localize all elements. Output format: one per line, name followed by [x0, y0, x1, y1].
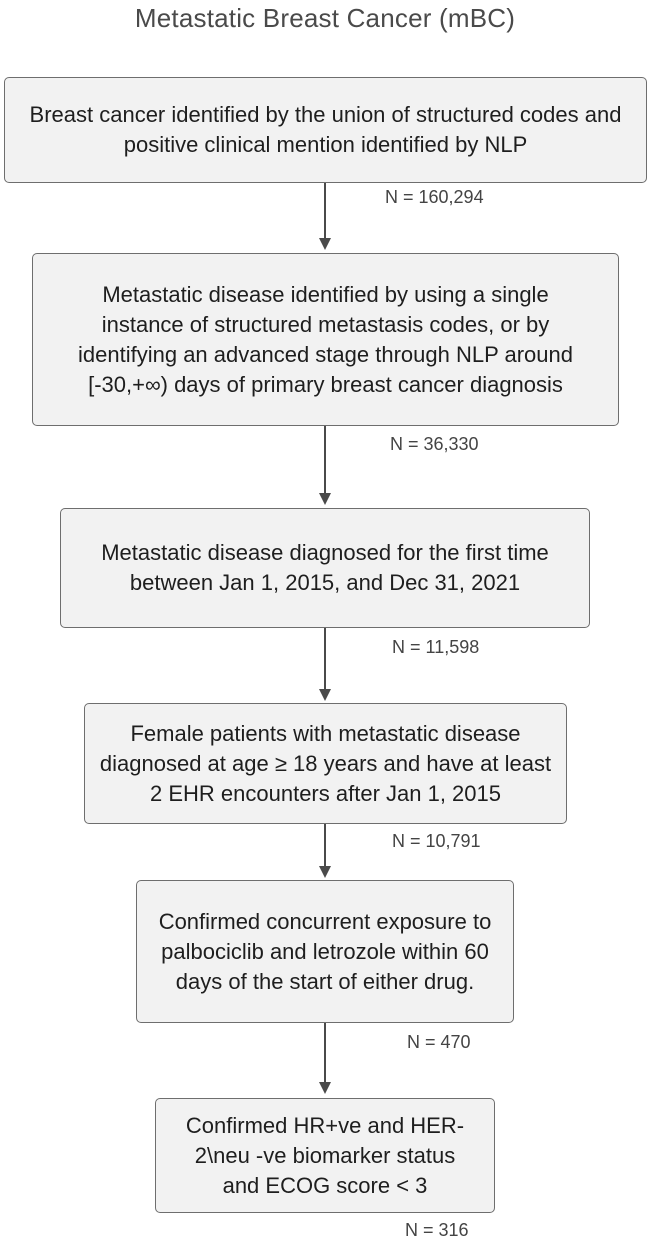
arrow-down-icon [319, 689, 331, 701]
arrow-down-icon [319, 493, 331, 505]
flow-step-4-box: Female patients with metastatic disease diagnosed at age ≥ 18 years and have at least 2 EHR encounters after Jan 1, 2015 [84, 703, 567, 824]
flow-step-6-count: N = 316 [405, 1220, 469, 1240]
flow-connector-3 [324, 628, 326, 690]
flow-connector-1 [324, 183, 326, 239]
flow-step-1-box: Breast cancer identified by the union of structured codes and positive clinical mention identified by NLP [4, 77, 647, 183]
flow-step-5-box: Confirmed concurrent exposure to palbociclib and letrozole within 60 days of the start of either drug. [136, 880, 514, 1023]
flow-step-1-count: N = 160,294 [385, 187, 484, 207]
flow-connector-2 [324, 426, 326, 494]
flow-connector-4 [324, 824, 326, 867]
flow-connector-5 [324, 1023, 326, 1083]
flow-step-3-count: N = 11,598 [392, 637, 480, 657]
flow-step-6-box: Confirmed HR+ve and HER-2\neu -ve biomarker status and ECOG score < 3 [155, 1098, 495, 1213]
arrow-down-icon [319, 866, 331, 878]
flow-step-2-count: N = 36,330 [390, 434, 479, 454]
flow-step-5-count: N = 470 [407, 1032, 471, 1052]
flow-step-2-box: Metastatic disease identified by using a single instance of structured metastasis codes, or by identifying an advanced stage through NLP around [-30,+∞) days of primary breast cancer diagnosis [32, 253, 619, 426]
arrow-down-icon [319, 238, 331, 250]
flow-step-4-count: N = 10,791 [392, 831, 481, 851]
arrow-down-icon [319, 1082, 331, 1094]
diagram-title: Metastatic Breast Cancer (mBC) [134, 3, 516, 33]
flow-step-3-box: Metastatic disease diagnosed for the first time between Jan 1, 2015, and Dec 31, 2021 [60, 508, 590, 628]
